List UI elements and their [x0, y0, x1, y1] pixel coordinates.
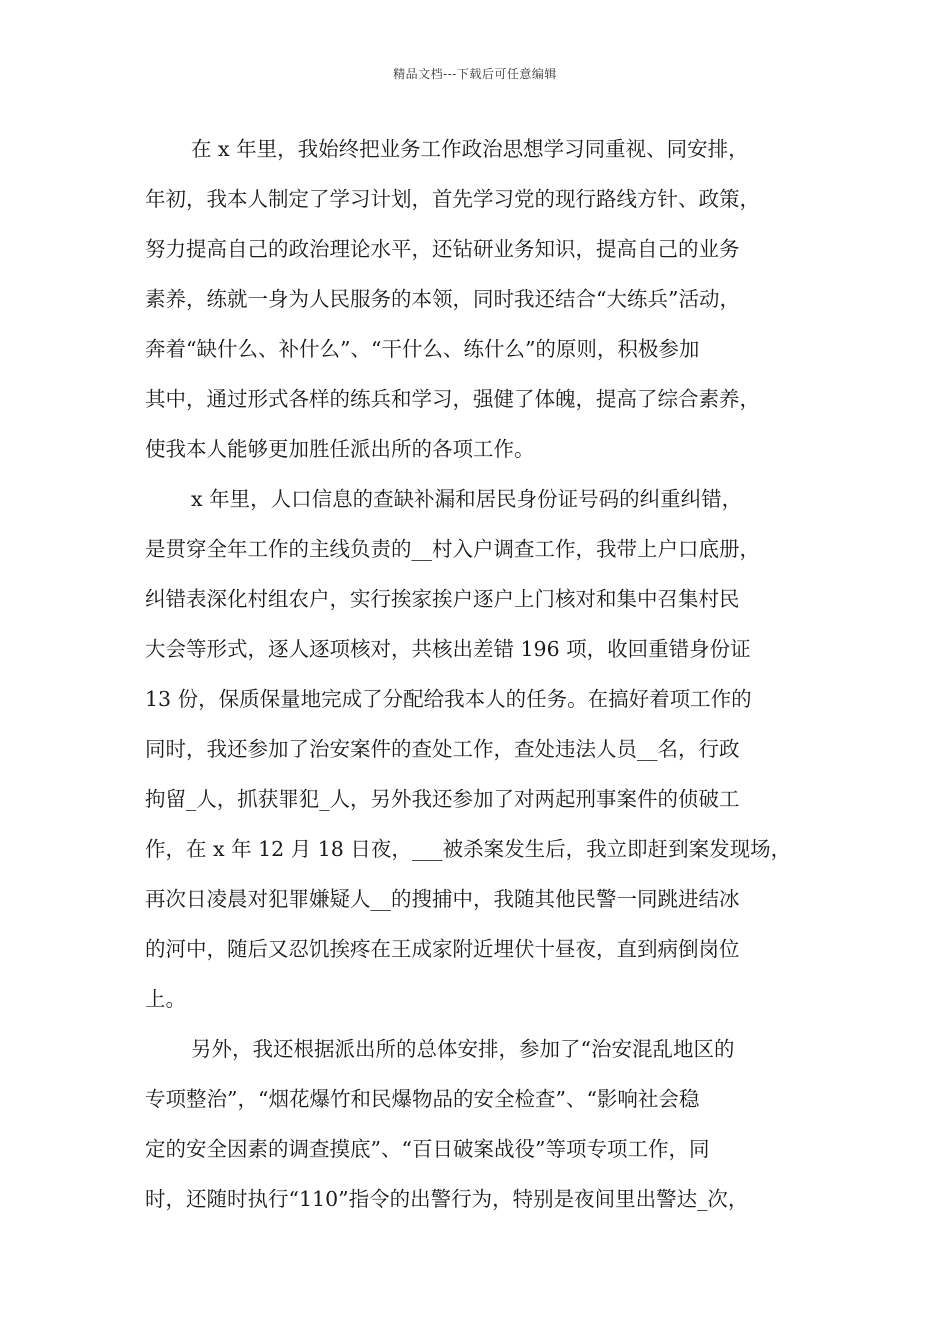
text-line: 纠错表深化村组农户，实行挨家挨户逐户上门核对和集中召集村民 — [145, 587, 740, 611]
text-line: 素养，练就一身为人民服务的本领，同时我还结合“大练兵”活动， — [145, 287, 740, 311]
paragraph — [145, 124, 825, 474]
text-line: 努力提高自己的政治理论水平，还钻研业务知识，提高自己的业务 — [145, 237, 740, 261]
paragraph — [145, 474, 825, 1024]
text-line: 的河中，随后又忍饥挨疼在王成家附近埋伏十昼夜，直到病倒岗位 — [145, 937, 740, 961]
text-line: 另外，我还根据派出所的总体安排，参加了“治安混乱地区的 — [191, 1037, 735, 1061]
text-line: 是贯穿全年工作的主线负责的__村入户调查工作，我带上户口底册， — [145, 537, 760, 561]
text-line: 再次日凌晨对犯罪嫌疑人__的搜捕中，我随其他民警一同跳进结冰 — [145, 887, 740, 911]
text-line: 时，还随时执行“110”指令的出警行为，特别是夜间里出警达_次， — [145, 1187, 749, 1211]
text-line: 作，在 x 年 12 月 18 日夜，___被杀案发生后，我立即赶到案发现场， — [145, 837, 792, 861]
text-line: 年初，我本人制定了学习计划，首先学习党的现行路线方针、政策， — [145, 187, 760, 211]
page-header: 精品文档---下载后可任意编辑 — [393, 67, 557, 81]
text-line: x 年里，人口信息的查缺补漏和居民身份证号码的纠重纠错， — [191, 487, 743, 511]
text-line: 同时，我还参加了治安案件的查处工作，查处违法人员__名，行政 — [145, 737, 740, 761]
text-line: 奔着“缺什么、补什么”、“干什么、练什么”的原则，积极参加 — [145, 337, 700, 361]
text-line: 13 份，保质保量地完成了分配给我本人的任务。在搞好着项工作的 — [145, 687, 752, 711]
text-line: 在 x 年里，我始终把业务工作政治思想学习同重视、同安排， — [191, 137, 749, 161]
text-line: 定的安全因素的调查摸底”、“百日破案战役”等项专项工作，同 — [145, 1137, 710, 1161]
text-line: 拘留_人，抓获罪犯_人，另外我还参加了对两起刑事案件的侦破工 — [145, 787, 740, 811]
text-line: 其中，通过形式各样的练兵和学习，强健了体魄，提高了综合素养， — [145, 387, 760, 411]
document-body — [145, 124, 825, 1224]
text-line: 上。 — [145, 987, 186, 1011]
text-line: 使我本人能够更加胜任派出所的各项工作。 — [145, 437, 535, 461]
paragraph — [145, 1024, 825, 1224]
text-line: 大会等形式，逐人逐项核对，共核出差错 196 项，收回重错身份证 — [145, 637, 751, 661]
text-line: 专项整治”，“烟花爆竹和民爆物品的安全检查”、“影响社会稳 — [145, 1087, 700, 1111]
